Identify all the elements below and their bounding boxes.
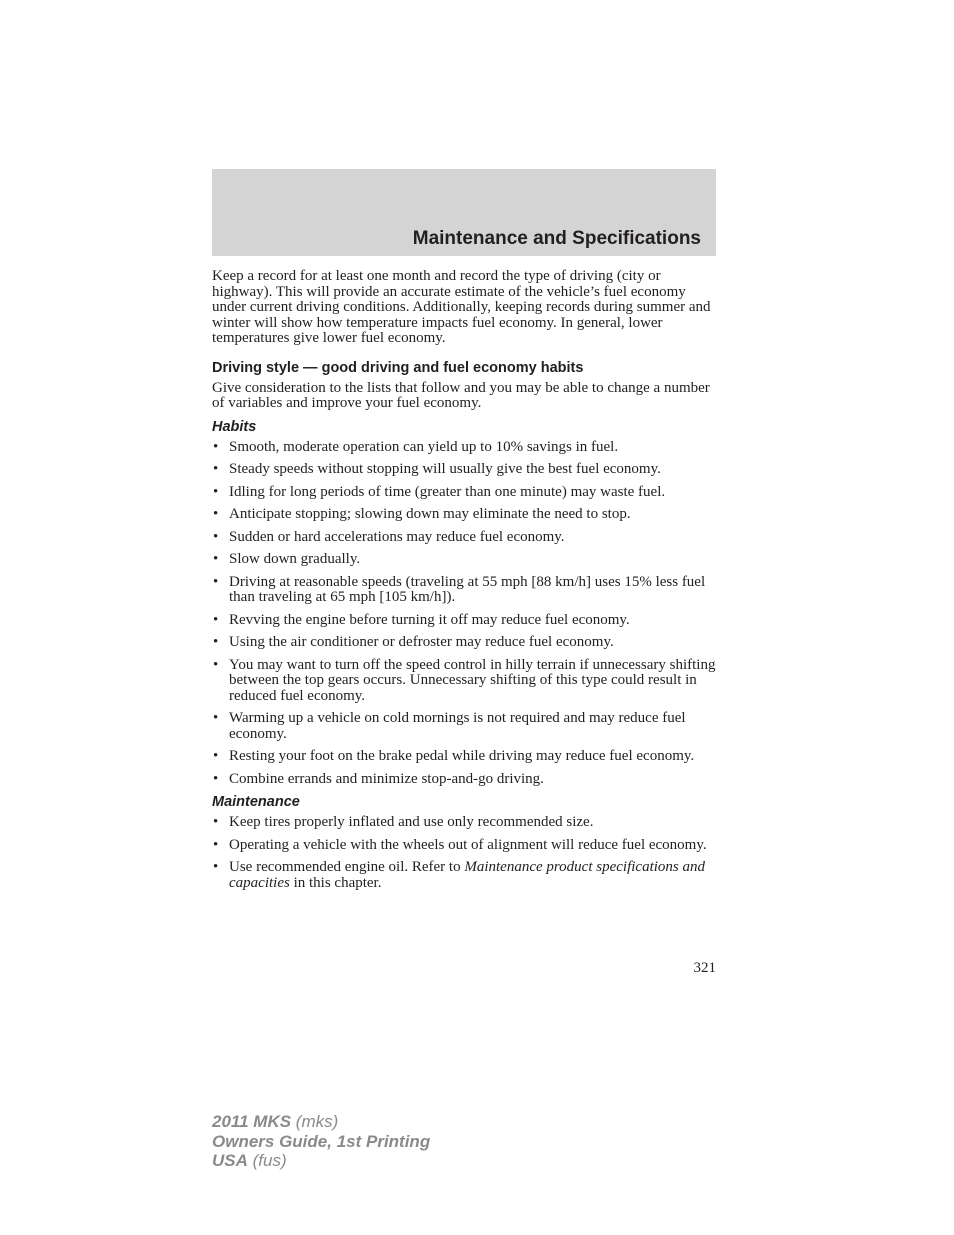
footer-region-code: (fus): [252, 1151, 287, 1170]
oil-text-prefix: Use recommended engine oil. Refer to: [229, 859, 465, 875]
footer-line-region: [212, 1151, 430, 1171]
habits-heading: Habits: [212, 418, 257, 435]
footer-model-code: (mks): [295, 1112, 339, 1131]
section-title: Maintenance and Specifications: [412, 228, 701, 249]
driving-style-paragraph: Give consideration to the lists that follow and you may be able to change a number of variables and improve your fuel economy.: [212, 379, 710, 411]
list-item: • You may want to turn off the speed control in hilly terrain if unnecessary shifting between the top gears occurs. Unnecessary shifting of this type could result in reduced fuel economy.: [212, 658, 716, 705]
list-item-oil: [212, 860, 716, 891]
document-footer: [212, 1112, 430, 1171]
footer-line-model: [212, 1112, 430, 1132]
oil-text-suffix: in this chapter.: [289, 874, 382, 891]
list-item: • Using the air conditioner or defroster may reduce fuel economy.: [212, 635, 716, 651]
list-item: • Slow down gradually.: [212, 552, 716, 568]
footer-printing: Owners Guide, 1st Printing: [212, 1131, 431, 1151]
list-item: • Warming up a vehicle on cold mornings is not required and may reduce fuel economy.: [212, 711, 716, 742]
driving-style-heading: Driving style — good driving and fuel economy habits: [212, 359, 584, 376]
page-content: [212, 269, 716, 898]
list-item: • Operating a vehicle with the wheels out of alignment will reduce fuel economy.: [212, 838, 716, 854]
list-item: • Revving the engine before turning it off may reduce fuel economy.: [212, 613, 716, 629]
list-item: • Idling for long periods of time (greater than one minute) may waste fuel.: [212, 485, 716, 501]
page-number: 321: [693, 960, 716, 976]
footer-model: 2011 MKS: [212, 1112, 292, 1131]
list-item: • Resting your foot on the brake pedal while driving may reduce fuel economy.: [212, 749, 716, 765]
cross-reference-link[interactable]: Maintenance product specifications and capacities: [229, 859, 705, 891]
maintenance-heading: Maintenance: [212, 794, 300, 810]
list-item: • Anticipate stopping; slowing down may eliminate the need to stop.: [212, 507, 716, 523]
list-item: • Driving at reasonable speeds (traveling at 55 mph [88 km/h] uses 15% less fuel than traveling at 65 mph [105 km/h]).: [212, 575, 716, 606]
list-item: • Combine errands and minimize stop-and-go driving.: [212, 772, 716, 788]
list-item: • Smooth, moderate operation can yield up to 10% savings in fuel.: [212, 440, 716, 456]
habits-list: [212, 440, 716, 788]
section-header-band: [212, 169, 716, 256]
footer-region: USA: [212, 1151, 248, 1170]
list-item: • Keep tires properly inflated and use only recommended size.: [212, 815, 716, 831]
list-item: • Sudden or hard accelerations may reduce fuel economy.: [212, 530, 716, 546]
maintenance-list: [212, 815, 716, 891]
list-item: • Steady speeds without stopping will usually give the best fuel economy.: [212, 462, 716, 478]
intro-paragraph: Keep a record for at least one month and record the type of driving (city or highway). This will provide an accurate estimate of the vehicle’s fuel economy under current driving conditions. Additionally, keeping records during summer and winter will show how temperature impacts fuel economy. In general, lower temperatures give lower fuel economy.: [212, 268, 711, 346]
